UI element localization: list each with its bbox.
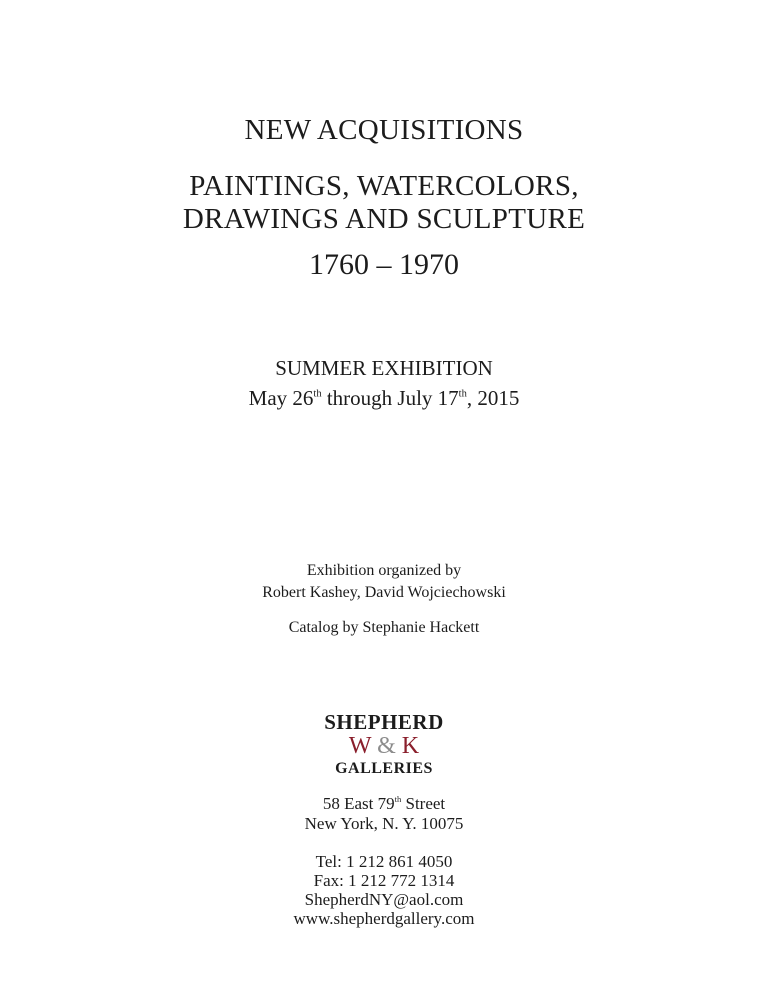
telephone: Tel: 1 212 861 4050 (315, 852, 453, 871)
exhibition-name: SUMMER EXHIBITION (275, 356, 493, 380)
street-name: Street (401, 794, 446, 813)
contact-block (0, 852, 768, 928)
catalog-subtitle (0, 170, 768, 236)
organizers-block (0, 560, 768, 604)
street-number: 58 East 79 (322, 794, 395, 813)
city-line: New York, N. Y. 10075 (304, 814, 464, 833)
fax: Fax: 1 212 772 1314 (313, 871, 455, 890)
catalog-credit: Catalog by Stephanie Hackett (288, 619, 480, 636)
gallery-logo-wk (0, 733, 768, 760)
subtitle-line-1: PAINTINGS, WATERCOLORS, (189, 170, 579, 202)
end-date: through July 17 (321, 386, 459, 410)
subtitle-line-2: DRAWINGS AND SCULPTURE (182, 203, 586, 235)
gallery-logo-galleries: GALLERIES (335, 760, 433, 777)
gallery-address (0, 794, 768, 834)
organized-label: Exhibition organized by (306, 562, 462, 579)
start-date-ordinal: th (313, 388, 322, 400)
catalog-title: NEW ACQUISITIONS (244, 114, 524, 146)
email-link[interactable]: ShepherdNY@aol.com (304, 890, 464, 909)
street-address (0, 794, 768, 814)
end-date-ordinal: th (458, 388, 467, 400)
logo-k: K (401, 733, 420, 759)
gallery-logo-shepherd: SHEPHERD (324, 710, 444, 734)
year-range: 1760 – 1970 (309, 248, 459, 281)
logo-w: W (348, 733, 372, 759)
exhibition-dates (0, 386, 768, 411)
start-date: May 26 (248, 386, 314, 410)
street-ordinal: th (394, 794, 402, 805)
organizer-names: Robert Kashey, David Wojciechowski (262, 584, 506, 601)
logo-ampersand: & (377, 733, 396, 759)
website-link[interactable]: www.shepherdgallery.com (293, 909, 475, 928)
exhibition-year: , 2015 (466, 386, 520, 410)
